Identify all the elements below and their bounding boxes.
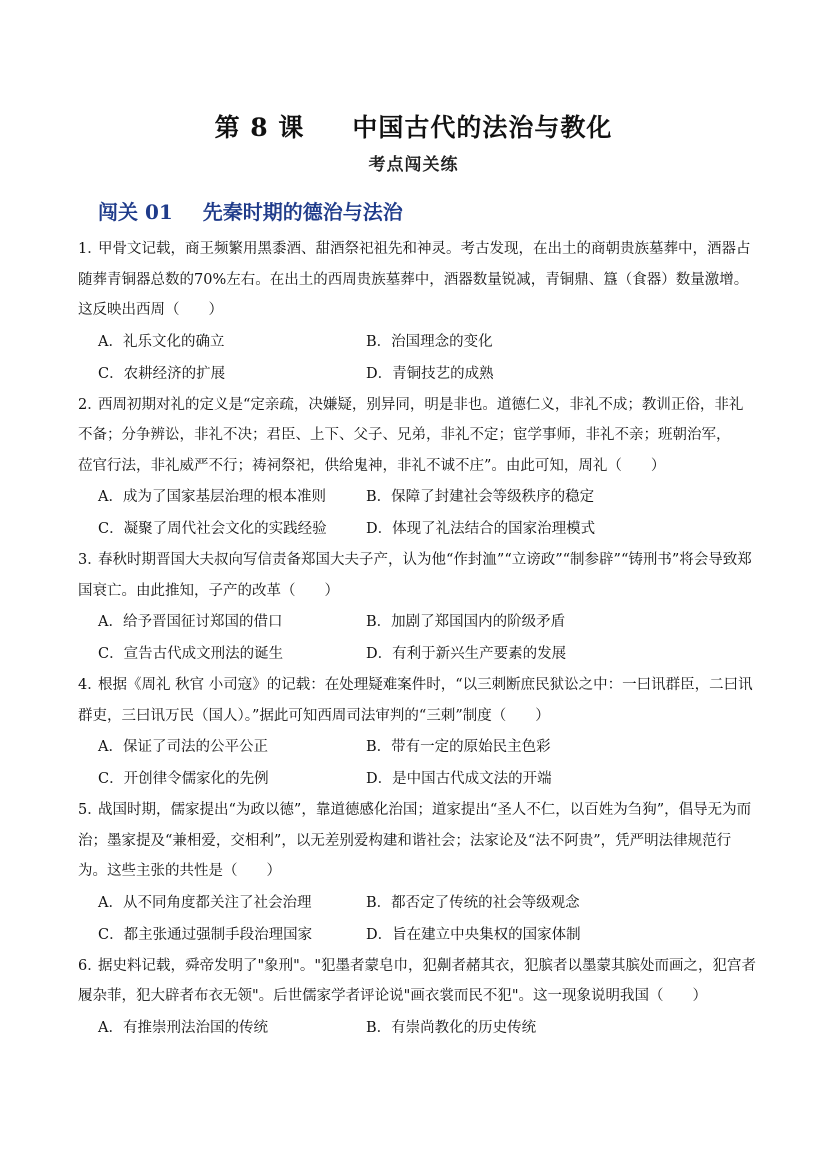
question-number: 2． [78, 396, 102, 413]
option-a[interactable]: A．从不同角度都关注了社会治理 [98, 894, 312, 911]
option-c[interactable]: C．农耕经济的扩展 [98, 365, 226, 382]
question-1 [78, 234, 758, 390]
option-b[interactable]: B．保障了封建社会等级秩序的稳定 [366, 489, 595, 505]
question-text: 根据《周礼 秋官 小司寇》的记载：在处理疑难案件时，“以三刺断庶民狱讼之中：一曰讯群臣，二曰讯 [98, 677, 753, 693]
option-d[interactable]: D．有利于新兴生产要素的发展 [366, 646, 567, 662]
option-c[interactable]: C．宣告古代成文刑法的诞生 [98, 646, 284, 662]
question-text: 甲骨文记载，商王频繁用黑黍酒、甜酒祭祀祖先和神灵。考古发现，在出土的商朝贵族墓葬中，酒器占 [98, 241, 751, 257]
question-text: 随葬青铜器总数的70%左右。在出土的西周贵族墓葬中，酒器数量锐减，青铜鼎、簋（食器）数量激增。 [78, 271, 749, 288]
question-text: 春秋时期晋国大夫叔向写信责备郑国大夫子产，认为他“作封洫”“立谤政”“制参辟”“铸刑书”将会导致郑 [98, 552, 752, 568]
section-title: 先秦时期的德治与法治 [202, 200, 403, 224]
question-text: 莅官行法，非礼威严不行；祷祠祭祀，供给鬼神，非礼不诚不庄”。由此可知，周礼（ ） [78, 457, 666, 474]
option-b[interactable]: B．有崇尚教化的历史传统 [366, 1019, 537, 1036]
question-5 [78, 795, 758, 951]
option-b[interactable]: B．带有一定的原始民主色彩 [366, 739, 551, 755]
question-6 [78, 951, 758, 1044]
lesson-title: 中国古代的法治与教化 [352, 113, 613, 142]
option-a[interactable]: A．成为了国家基层治理的根本准则 [98, 489, 326, 505]
option-b[interactable]: B．都否定了传统的社会等级观念 [366, 894, 580, 911]
question-2 [78, 390, 758, 546]
page-title [0, 108, 827, 144]
options [78, 481, 758, 545]
question-text: 群吏，三曰讯万民（国人）。”据此可知西周司法审判的“三刺”制度（ ） [78, 707, 550, 724]
question-number: 1． [78, 241, 102, 257]
option-d[interactable]: D．旨在建立中央集权的国家体制 [366, 926, 581, 943]
options [78, 887, 758, 951]
question-text: 治；墨家提及“兼相爱，交相利”，以无差别爱构建和谐社会；法家论及“法不阿贵”，凭严明法律规范行 [78, 832, 732, 849]
option-a[interactable]: A．礼乐文化的确立 [98, 333, 225, 350]
option-c[interactable]: C．开创律令儒家化的先例 [98, 771, 269, 787]
lesson-number: 第 8 课 [214, 113, 305, 142]
options [78, 1012, 758, 1044]
option-c[interactable]: C．凝聚了周代社会文化的实践经验 [98, 521, 327, 537]
question-text: 不备；分争辨讼，非礼不决；君臣、上下、父子、兄弟，非礼不定；宦学事师，非礼不亲；班朝治军， [78, 427, 731, 443]
question-number: 6． [78, 957, 102, 974]
question-number: 5． [78, 802, 102, 818]
question-text: 西周初期对礼的定义是“定亲疏，决嫌疑，别异同，明是非也。道德仁义，非礼不成；教训正俗，非礼 [98, 396, 744, 413]
option-a[interactable]: A．保证了司法的公平公正 [98, 739, 268, 755]
question-text: 据史料记载，舜帝发明了"象刑"。"犯墨者蒙皂巾，犯劓者赭其衣，犯膑者以墨蒙其膑处而画之，犯宫者 [98, 957, 757, 974]
option-a[interactable]: A．有推崇刑法治国的传统 [98, 1019, 268, 1036]
option-b[interactable]: B．加剧了郑国国内的阶级矛盾 [366, 614, 566, 630]
options [78, 606, 758, 670]
options [78, 326, 758, 390]
option-d[interactable]: D．是中国古代成文法的开端 [366, 771, 552, 787]
section-heading [98, 196, 403, 225]
option-d[interactable]: D．体现了礼法结合的国家治理模式 [366, 521, 596, 537]
option-d[interactable]: D．青铜技艺的成熟 [366, 365, 494, 382]
question-list [78, 234, 758, 1044]
question-text: 战国时期，儒家提出“为政以德”，靠道德感化治国；道家提出“圣人不仁，以百姓为刍狗”，倡导无为而 [98, 802, 752, 818]
option-a[interactable]: A．给予晋国征讨郑国的借口 [98, 614, 283, 630]
option-c[interactable]: C．都主张通过强制手段治理国家 [98, 926, 313, 943]
question-text: 为。这些主张的共性是（ ） [78, 863, 281, 879]
question-number: 4． [78, 677, 102, 693]
question-4 [78, 670, 758, 795]
question-3 [78, 545, 758, 670]
question-text: 履杂菲，犯大辟者布衣无领"。后世儒家学者评论说"画衣裳而民不犯"。这一现象说明我国（ ） [78, 988, 708, 1004]
section-label: 闯关 01 [98, 200, 173, 224]
options [78, 731, 758, 795]
practice-badge: 考点闯关练 [351, 148, 477, 178]
question-text: 这反映出西周（ ） [78, 302, 223, 318]
option-b[interactable]: B．治国理念的变化 [366, 333, 493, 350]
question-text: 国衰亡。由此推知，子产的改革（ ） [78, 582, 339, 599]
question-number: 3． [78, 552, 102, 568]
